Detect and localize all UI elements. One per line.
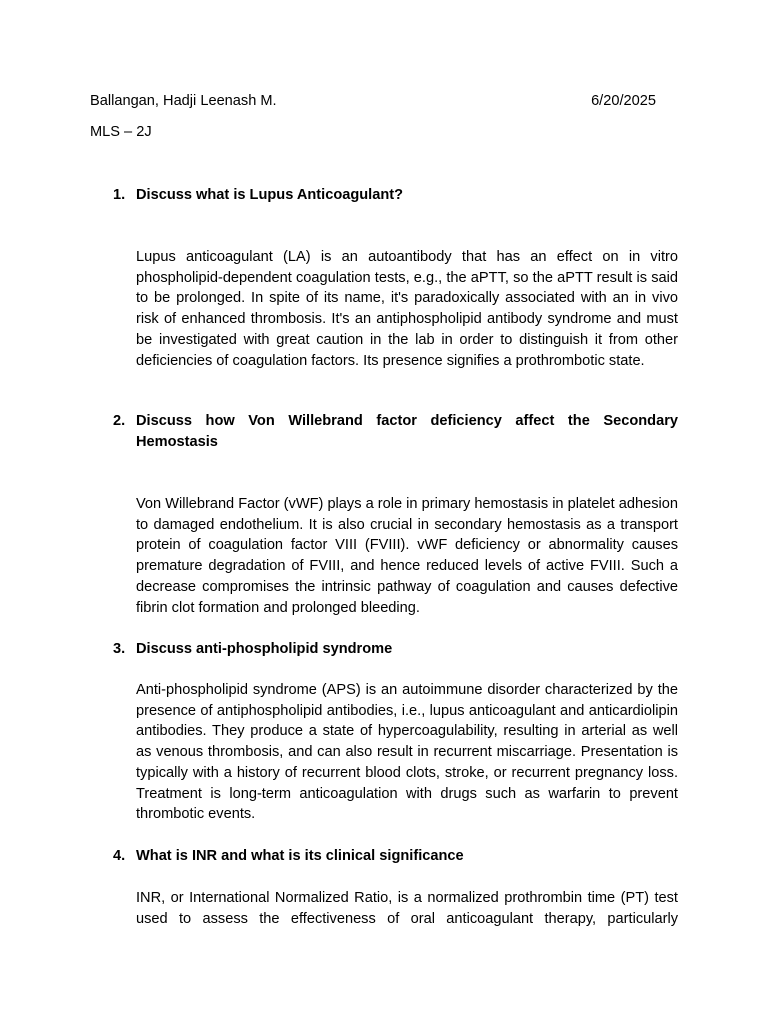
question-heading: [113, 846, 678, 867]
author-name: Ballangan, Hadji Leenash M.: [90, 93, 277, 109]
answer-text: Von Willebrand Factor (vWF) plays a role in primary hemostasis in platelet adhesion to damaged endothelium. It is also crucial in secondary hemostasis as a transport protein of coagulation factor VIII (FVIII). vWF deficiency or abnormality causes premature degradation of FVIII, and hence reduced levels of active FVIII. Such a decrease compromises the intrinsic pathway of coagulation and causes defective fibrin clot formation and prolonged bleeding.: [136, 496, 678, 616]
question-number: 4.: [113, 848, 126, 864]
question-heading: [113, 185, 678, 206]
answer-text: Anti-phospholipid syndrome (APS) is an autoimmune disorder characterized by the presence of antiphospholipid antibodies, i.e., lupus anticoagulant and anticardiolipin antibodies. They produce a state of hypercoagulability, resulting in arterial as well as venous thrombosis, and can also result in recurrent miscarriage. Presentation is typically with a history of recurrent blood clots, stroke, or recurrent pregnancy loss. Treatment is long-term anticoagulation with drugs such as warfarin to prevent thrombotic events.: [136, 682, 678, 823]
answer-text: INR, or International Normalized Ratio, is a normalized prothrombin time (PT) test used to assess the effectiveness of oral anticoagulant therapy, particularly: [136, 890, 678, 927]
question-number: 3.: [113, 641, 126, 657]
question-heading: [113, 639, 678, 660]
document-date: 6/20/2025: [591, 93, 656, 109]
question-text: What is INR and what is its clinical significance: [136, 848, 464, 864]
answer-paragraph: [136, 680, 678, 825]
question-text: Discuss how Von Willebrand factor deficiency affect the Secondary Hemostasis: [136, 413, 678, 450]
answer-text: Lupus anticoagulant (LA) is an autoantibody that has an effect on in vitro phospholipid-dependent coagulation tests, e.g., the aPTT, so the aPTT result is said to be prolonged. In spite of its name, it's paradoxically associated with an in vivo risk of enhanced thrombosis. It's an antiphospholipid antibody syndrome and must be investigated with great caution in the lab in order to distinguish it from other deficiencies of coagulation factors. Its presence signifies a prothrombotic state.: [136, 249, 678, 369]
question-number: 1.: [113, 187, 126, 203]
question-heading: [113, 411, 678, 452]
question-text: Discuss what is Lupus Anticoagulant?: [136, 187, 404, 203]
answer-paragraph: [136, 247, 678, 371]
answer-paragraph: [136, 888, 678, 929]
document-header: [90, 91, 656, 113]
question-number: 2.: [113, 413, 126, 429]
question-text: Discuss anti-phospholipid syndrome: [136, 641, 393, 657]
class-section: MLS – 2J: [90, 124, 152, 140]
answer-paragraph: [136, 494, 678, 618]
